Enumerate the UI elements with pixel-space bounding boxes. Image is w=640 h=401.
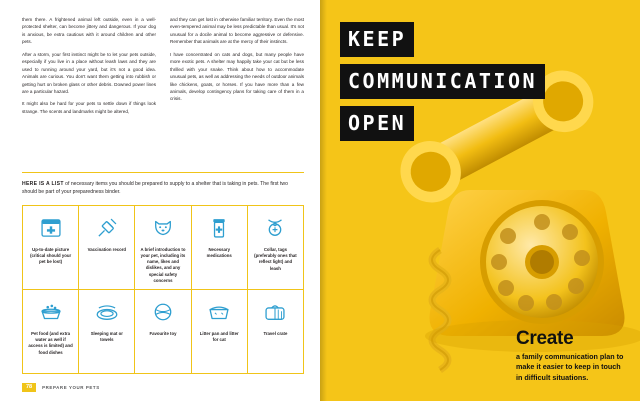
supply-caption: Favourite toy [149,331,177,336]
section-label: PREPARE YOUR PETS [42,384,100,390]
supply-caption: Necessary medications [206,247,232,259]
page-number: 78 [22,383,36,393]
supplies-row [23,290,303,373]
supply-cell [135,290,191,373]
supply-caption: Collar, tags (preferably ones that reflect light) and leash [254,247,297,271]
paragraph: After a storm, your first instinct might be to let your pets outside, especially if you live in a place without leash laws and they are used to running around your yard, but it's not a good idea. Animals are curious. You don't want them getting into rubbish or getting hurt on broken glass or other debris. Downed power lines are a particular hazard. [22,51,156,94]
headline-line: KEEP [340,22,414,57]
litter-box-icon [206,297,232,327]
supply-cell [192,206,248,289]
pet-bed-icon [94,297,120,327]
headline-line: COMMUNICATION [340,64,545,99]
supply-cell [135,206,191,289]
headline-line-wrap [340,106,545,148]
supply-caption: Up-to-date picture (critical should your pet be lost) [30,247,72,265]
callout-text: a family communication plan to make it easier to keep in touch in difficult situations. [516,351,624,382]
body-columns [22,16,304,168]
column-left [22,16,156,168]
horizontal-rule [22,172,304,173]
column-right [170,16,304,168]
supply-cell [23,290,79,373]
dog-icon [150,213,176,243]
headline-line-wrap [340,64,545,106]
syringe-icon [94,213,120,243]
supply-cell [248,206,303,289]
paragraph: them there. A frightened animal left outside, even in a well-protected shelter, can become jittery and dangerous. If your dog is anxious, be extra cautious with it around children and other pets. [22,17,156,45]
callout-block [516,329,624,383]
supply-cell [23,206,79,289]
list-intro-rest: of necessary items you should be prepared to supply to a shelter that is taking in pets. The first two should be part of your preparedness binder. [22,181,288,196]
pill-bottle-icon [206,213,232,243]
supply-caption: Travel crate [263,331,288,336]
callout-title: Create [516,327,574,349]
headline [340,22,545,148]
list-intro [22,180,304,196]
supply-caption: Litter pan and litter for cat [199,331,239,343]
supplies-row [23,206,303,290]
page-footer [22,383,100,393]
id-tag-icon [262,213,288,243]
paragraph: and they can get lost in otherwise familiar territory. Even the most even-tempered animal may be less predictable than usual. It's not unusual for a docile animal to become aggressive or defensive. Remember that animals are at the mercy of their instincts. [170,17,304,45]
headline-line: OPEN [340,106,414,141]
supply-caption: Vaccination record [87,247,127,252]
list-intro-lead: HERE IS A LIST [22,181,64,187]
paragraph: It might also be hard for your pets to settle down if things look strange. The scents and landmarks might be altered, [22,101,156,114]
pet-bowl-icon [38,297,64,327]
ball-toy-icon [150,297,176,327]
supplies-grid [22,205,304,374]
supply-cell [192,290,248,373]
supply-cell [79,206,135,289]
headline-line-wrap [340,22,545,64]
supply-caption: Pet food (and extra water as well if access is limited) and food dishes [28,331,73,355]
pet-carrier-icon [262,297,288,327]
supply-cell [248,290,303,373]
supply-caption: Sleeping mat or towels [90,331,123,343]
right-page [320,0,640,401]
medical-folder-icon [38,213,64,243]
supply-cell [79,290,135,373]
supply-caption: A brief introduction to your pet, including its name, likes and dislikes, and any special safety concerns [140,246,186,283]
paragraph: I have concentrated on cats and dogs, but many people have more exotic pets. A shelter may happily take your cat but be less thrilled with your snake. Think about how to accommodate unusual pets, as well as addressing the needs of outdoor animals like chickens, goats, or horses. If you have more than a few animals, develop contingency plans for taking care of them in a crisis. [170,51,304,102]
